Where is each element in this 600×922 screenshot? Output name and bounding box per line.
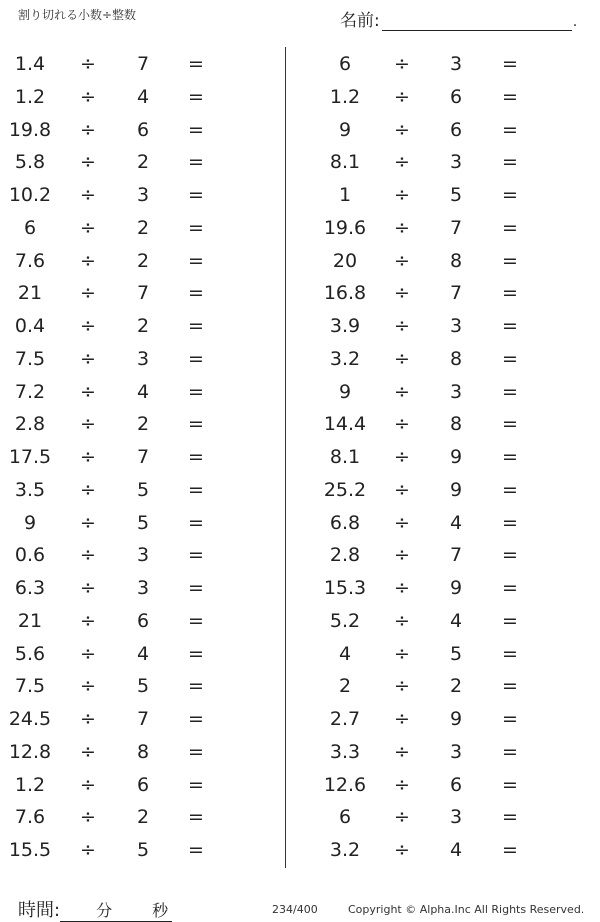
divide-sign: ÷ xyxy=(80,839,96,861)
problem-row xyxy=(0,703,600,735)
dividend: 7.6 xyxy=(14,249,46,272)
divide-sign: ÷ xyxy=(80,380,96,403)
divide-sign: ÷ xyxy=(80,511,96,534)
divide-sign: ÷ xyxy=(394,478,410,501)
divisor: 8 xyxy=(449,413,463,436)
dividend: 9 xyxy=(338,380,352,403)
dividend: 7.6 xyxy=(14,806,46,829)
dividend: 1.4 xyxy=(14,53,46,75)
divide-sign: ÷ xyxy=(394,544,410,567)
divisor: 6 xyxy=(449,773,463,796)
dividend: 6 xyxy=(23,216,37,239)
equals-sign: = xyxy=(502,85,518,108)
equals-sign: = xyxy=(188,839,204,861)
divisor: 3 xyxy=(136,347,150,370)
divide-sign: ÷ xyxy=(394,609,410,632)
problem-row xyxy=(0,212,600,244)
problem-row xyxy=(0,441,600,473)
dividend: 15.3 xyxy=(323,577,367,599)
equals-sign: = xyxy=(502,544,518,567)
divide-sign: ÷ xyxy=(394,577,410,599)
divide-sign: ÷ xyxy=(394,773,410,796)
equals-sign: = xyxy=(188,609,204,632)
divisor: 3 xyxy=(136,184,150,206)
equals-sign: = xyxy=(502,642,518,665)
equals-sign: = xyxy=(188,85,204,108)
divide-sign: ÷ xyxy=(394,380,410,403)
divisor: 3 xyxy=(136,544,150,567)
divide-sign: ÷ xyxy=(80,446,96,468)
divisor: 6 xyxy=(136,773,150,796)
equals-sign: = xyxy=(502,740,518,763)
equals-sign: = xyxy=(502,315,518,337)
equals-sign: = xyxy=(502,413,518,436)
divide-sign: ÷ xyxy=(394,315,410,337)
divisor: 3 xyxy=(136,577,150,599)
equals-sign: = xyxy=(502,577,518,599)
problem-row xyxy=(0,310,600,342)
dividend: 9 xyxy=(23,511,37,534)
divisor: 4 xyxy=(449,511,463,534)
divisor: 7 xyxy=(136,282,150,305)
page-number: 234/400 xyxy=(272,903,318,916)
equals-sign: = xyxy=(188,446,204,468)
divisor: 2 xyxy=(136,216,150,239)
problem-row xyxy=(0,572,600,604)
divisor: 6 xyxy=(136,118,150,141)
equals-sign: = xyxy=(502,53,518,75)
divisor: 3 xyxy=(449,53,463,75)
name-label: 名前: xyxy=(340,11,380,31)
divisor: 5 xyxy=(136,478,150,501)
dividend: 25.2 xyxy=(323,478,367,501)
equals-sign: = xyxy=(188,184,204,206)
equals-sign: = xyxy=(502,609,518,632)
divide-sign: ÷ xyxy=(80,118,96,141)
name-field xyxy=(340,6,577,31)
dividend: 15.5 xyxy=(8,839,52,861)
equals-sign: = xyxy=(502,511,518,534)
dividend: 1.2 xyxy=(14,85,46,108)
divide-sign: ÷ xyxy=(394,675,410,698)
copyright-text: Copyright © Alpha.Inc All Rights Reserved. xyxy=(348,903,585,916)
divide-sign: ÷ xyxy=(394,446,410,468)
name-dot: . xyxy=(572,14,578,30)
equals-sign: = xyxy=(188,249,204,272)
time-blank-line[interactable] xyxy=(60,903,172,922)
divisor: 4 xyxy=(136,380,150,403)
divisor: 2 xyxy=(136,413,150,436)
divisor: 5 xyxy=(449,642,463,665)
equals-sign: = xyxy=(188,708,204,730)
dividend: 10.2 xyxy=(8,184,52,206)
dividend: 21 xyxy=(17,282,43,305)
divide-sign: ÷ xyxy=(80,85,96,108)
divisor: 4 xyxy=(136,642,150,665)
problem-row xyxy=(0,376,600,408)
problem-row xyxy=(0,769,600,801)
equals-sign: = xyxy=(188,380,204,403)
dividend: 4 xyxy=(338,642,352,665)
divide-sign: ÷ xyxy=(80,184,96,206)
equals-sign: = xyxy=(188,740,204,763)
divide-sign: ÷ xyxy=(394,85,410,108)
equals-sign: = xyxy=(502,478,518,501)
equals-sign: = xyxy=(188,675,204,698)
divide-sign: ÷ xyxy=(80,151,96,174)
divisor: 8 xyxy=(449,347,463,370)
problem-row xyxy=(0,408,600,440)
dividend: 1.2 xyxy=(14,773,46,796)
divisor: 3 xyxy=(449,151,463,174)
dividend: 3.3 xyxy=(329,740,361,763)
problem-row xyxy=(0,605,600,637)
divide-sign: ÷ xyxy=(394,347,410,370)
equals-sign: = xyxy=(188,577,204,599)
divisor: 2 xyxy=(136,249,150,272)
divisor: 6 xyxy=(136,609,150,632)
divisor: 4 xyxy=(449,839,463,861)
divide-sign: ÷ xyxy=(80,216,96,239)
minutes-label: 分 xyxy=(96,901,113,920)
time-label: 時間: xyxy=(18,900,61,921)
divisor: 3 xyxy=(449,315,463,337)
dividend: 3.2 xyxy=(329,839,361,861)
divide-sign: ÷ xyxy=(80,413,96,436)
dividend: 17.5 xyxy=(8,446,52,468)
dividend: 3.2 xyxy=(329,347,361,370)
divisor: 9 xyxy=(449,446,463,468)
divisor: 2 xyxy=(136,151,150,174)
equals-sign: = xyxy=(502,380,518,403)
divide-sign: ÷ xyxy=(394,839,410,861)
dividend: 5.8 xyxy=(14,151,46,174)
divisor: 5 xyxy=(136,839,150,861)
dividend: 0.4 xyxy=(14,315,46,337)
equals-sign: = xyxy=(188,282,204,305)
divisor: 6 xyxy=(449,118,463,141)
divide-sign: ÷ xyxy=(394,53,410,75)
problem-row xyxy=(0,146,600,178)
dividend: 2.8 xyxy=(14,413,46,436)
equals-sign: = xyxy=(188,216,204,239)
divisor: 5 xyxy=(136,675,150,698)
equals-sign: = xyxy=(502,282,518,305)
divisor: 4 xyxy=(449,609,463,632)
divisor: 7 xyxy=(449,216,463,239)
equals-sign: = xyxy=(188,413,204,436)
problem-row xyxy=(0,670,600,702)
equals-sign: = xyxy=(502,184,518,206)
problem-row xyxy=(0,736,600,768)
dividend: 0.6 xyxy=(14,544,46,567)
dividend: 3.9 xyxy=(329,315,361,337)
divisor: 5 xyxy=(449,184,463,206)
dividend: 19.8 xyxy=(8,118,52,141)
divide-sign: ÷ xyxy=(394,511,410,534)
divisor: 8 xyxy=(449,249,463,272)
divide-sign: ÷ xyxy=(394,216,410,239)
equals-sign: = xyxy=(188,511,204,534)
divide-sign: ÷ xyxy=(394,184,410,206)
divide-sign: ÷ xyxy=(394,118,410,141)
time-field xyxy=(18,896,172,922)
divisor: 7 xyxy=(136,708,150,730)
divisor: 6 xyxy=(449,85,463,108)
divide-sign: ÷ xyxy=(80,642,96,665)
divisor: 3 xyxy=(449,380,463,403)
equals-sign: = xyxy=(502,839,518,861)
divisor: 2 xyxy=(136,806,150,829)
dividend: 6 xyxy=(338,806,352,829)
equals-sign: = xyxy=(188,544,204,567)
divisor: 3 xyxy=(449,740,463,763)
divide-sign: ÷ xyxy=(80,478,96,501)
dividend: 1.2 xyxy=(329,85,361,108)
divisor: 7 xyxy=(136,53,150,75)
equals-sign: = xyxy=(502,151,518,174)
divide-sign: ÷ xyxy=(394,249,410,272)
equals-sign: = xyxy=(502,806,518,829)
equals-sign: = xyxy=(188,118,204,141)
dividend: 12.6 xyxy=(323,773,367,796)
dividend: 14.4 xyxy=(323,413,367,436)
equals-sign: = xyxy=(502,708,518,730)
equals-sign: = xyxy=(188,151,204,174)
dividend: 19.6 xyxy=(323,216,367,239)
dividend: 16.8 xyxy=(323,282,367,305)
equals-sign: = xyxy=(188,315,204,337)
divide-sign: ÷ xyxy=(394,282,410,305)
dividend: 2.8 xyxy=(329,544,361,567)
dividend: 12.8 xyxy=(8,740,52,763)
dividend: 24.5 xyxy=(8,708,52,730)
equals-sign: = xyxy=(188,347,204,370)
worksheet-title: 割り切れる小数÷整数 xyxy=(18,8,137,22)
equals-sign: = xyxy=(502,675,518,698)
dividend: 2.7 xyxy=(329,708,361,730)
divide-sign: ÷ xyxy=(80,315,96,337)
equals-sign: = xyxy=(502,347,518,370)
divide-sign: ÷ xyxy=(394,642,410,665)
equals-sign: = xyxy=(502,118,518,141)
problem-row xyxy=(0,507,600,539)
equals-sign: = xyxy=(188,642,204,665)
divide-sign: ÷ xyxy=(80,282,96,305)
divisor: 5 xyxy=(136,511,150,534)
divisor: 2 xyxy=(136,315,150,337)
dividend: 6.3 xyxy=(14,577,46,599)
divisor: 4 xyxy=(136,85,150,108)
equals-sign: = xyxy=(188,478,204,501)
problem-row xyxy=(0,48,600,80)
problem-row xyxy=(0,179,600,211)
divisor: 7 xyxy=(449,544,463,567)
problem-row xyxy=(0,638,600,670)
divisor: 9 xyxy=(449,577,463,599)
dividend: 9 xyxy=(338,118,352,141)
divide-sign: ÷ xyxy=(394,708,410,730)
dividend: 6.8 xyxy=(329,511,361,534)
divisor: 7 xyxy=(136,446,150,468)
seconds-label: 秒 xyxy=(152,901,169,920)
dividend: 7.2 xyxy=(14,380,46,403)
equals-sign: = xyxy=(188,806,204,829)
equals-sign: = xyxy=(188,773,204,796)
problem-row xyxy=(0,114,600,146)
dividend: 6 xyxy=(338,53,352,75)
dividend: 5.2 xyxy=(329,609,361,632)
divide-sign: ÷ xyxy=(394,151,410,174)
divisor: 3 xyxy=(449,806,463,829)
problem-row xyxy=(0,245,600,277)
problem-row xyxy=(0,834,600,866)
dividend: 7.5 xyxy=(14,347,46,370)
divisor: 7 xyxy=(449,282,463,305)
equals-sign: = xyxy=(188,53,204,75)
equals-sign: = xyxy=(502,249,518,272)
divisor: 8 xyxy=(136,740,150,763)
divide-sign: ÷ xyxy=(80,675,96,698)
problem-row xyxy=(0,539,600,571)
dividend: 8.1 xyxy=(329,151,361,174)
divide-sign: ÷ xyxy=(80,577,96,599)
dividend: 7.5 xyxy=(14,675,46,698)
problem-row xyxy=(0,277,600,309)
dividend: 3.5 xyxy=(14,478,46,501)
divide-sign: ÷ xyxy=(394,413,410,436)
dividend: 21 xyxy=(17,609,43,632)
equals-sign: = xyxy=(502,446,518,468)
dividend: 1 xyxy=(338,184,352,206)
dividend: 8.1 xyxy=(329,446,361,468)
divide-sign: ÷ xyxy=(80,708,96,730)
divide-sign: ÷ xyxy=(80,806,96,829)
divide-sign: ÷ xyxy=(394,740,410,763)
problem-row xyxy=(0,343,600,375)
divisor: 9 xyxy=(449,708,463,730)
divisor: 2 xyxy=(449,675,463,698)
problem-row xyxy=(0,474,600,506)
divisor: 9 xyxy=(449,478,463,501)
divide-sign: ÷ xyxy=(80,740,96,763)
divide-sign: ÷ xyxy=(394,806,410,829)
name-blank-line[interactable] xyxy=(382,12,572,31)
divide-sign: ÷ xyxy=(80,544,96,567)
divide-sign: ÷ xyxy=(80,609,96,632)
problem-row xyxy=(0,81,600,113)
dividend: 2 xyxy=(338,675,352,698)
equals-sign: = xyxy=(502,216,518,239)
dividend: 5.6 xyxy=(14,642,46,665)
equals-sign: = xyxy=(502,773,518,796)
divide-sign: ÷ xyxy=(80,347,96,370)
divide-sign: ÷ xyxy=(80,773,96,796)
dividend: 20 xyxy=(332,249,358,272)
divide-sign: ÷ xyxy=(80,53,96,75)
divide-sign: ÷ xyxy=(80,249,96,272)
problem-row xyxy=(0,801,600,833)
